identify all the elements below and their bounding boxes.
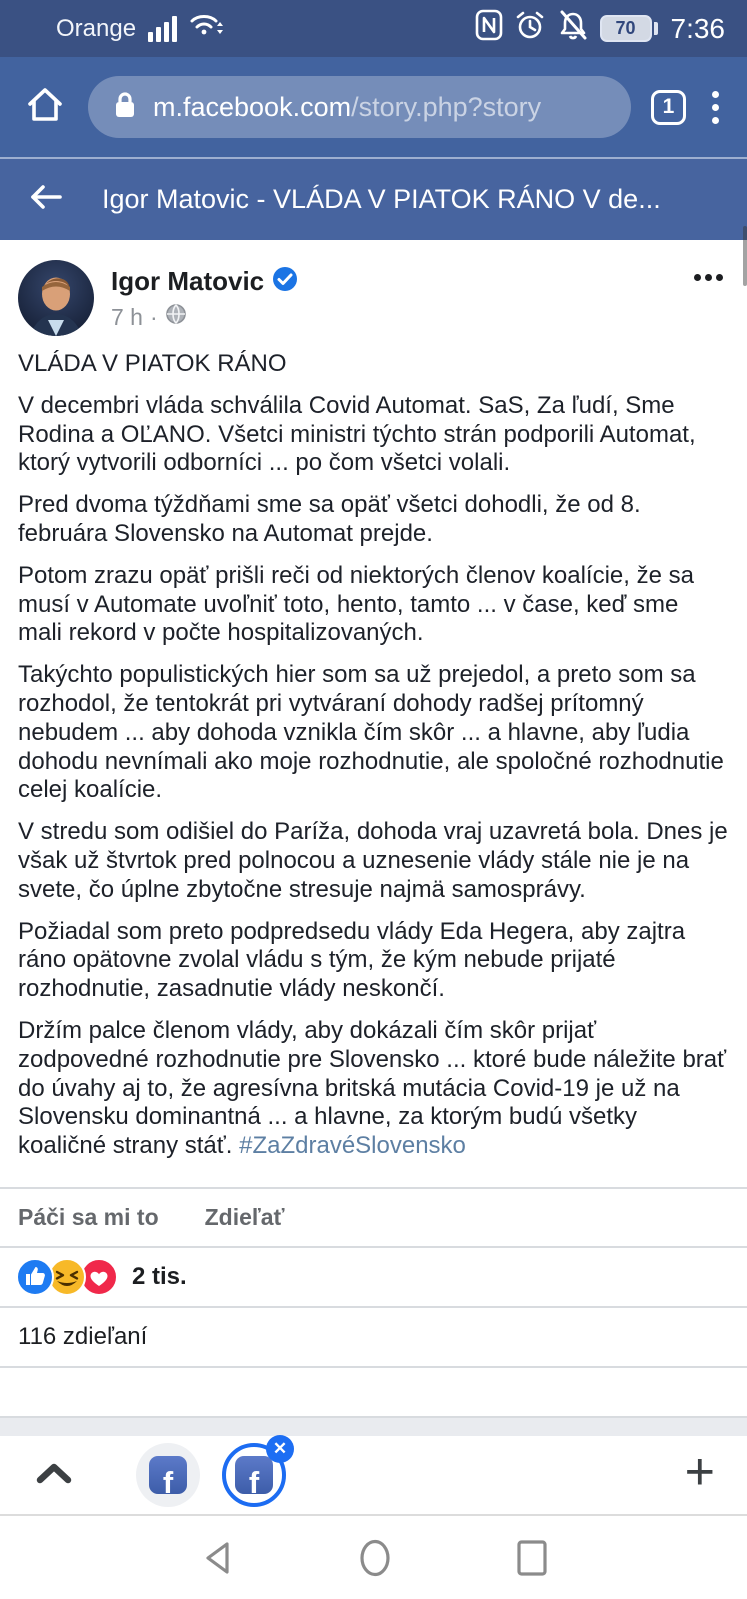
post-paragraph-text: Držím palce členom vlády, aby dokázali čím skôr prijať zodpovedné rozhodnutie pre Slovensko ... ktoré bude náležite brať do úvahy aj to, že agresívna britská mutácia Covid-19 je už na Slovensku dominantná ... a hlavne, za ktorým budú všetky koaličné strany stáť. bbox=[18, 1016, 727, 1160]
page-title: Igor Matovic - VLÁDA V PIATOK RÁNO V de... bbox=[102, 184, 661, 214]
post-paragraph: Pred dvoma týždňami sme sa opäť všetci dohodli, že od 8. februára Slovensko na Automat prejde. bbox=[18, 491, 641, 547]
tab-bubbles-bar bbox=[0, 1436, 747, 1514]
status-bar bbox=[0, 0, 747, 57]
post-paragraph: Požiadal som preto podpredsedu vlády Eda Hegera, aby zajtra ráno opätovne zvolal vládu s tým, že kým nebude prijaté rozhodnutie, zasadnutie vlády neskončí. bbox=[18, 917, 686, 1003]
divider bbox=[0, 1366, 747, 1368]
fb-page-header bbox=[0, 157, 747, 240]
facebook-tab-bubble-active[interactable] bbox=[222, 1439, 288, 1507]
status-time: 7:36 bbox=[670, 12, 725, 44]
nav-recents-button[interactable] bbox=[515, 1537, 549, 1579]
post-paragraph: VLÁDA V PIATOK RÁNO bbox=[18, 350, 287, 377]
post-body bbox=[0, 344, 747, 1161]
bottom-bars bbox=[0, 1416, 747, 1599]
post-paragraph: Potom zrazu opäť prišli reči od niektorých členov koalície, že sa musí v Automate uvoľniť toto, hento, tamto ... v čase, keď sme mali rekord v počte hospitalizovaných. bbox=[18, 561, 694, 647]
hashtag-link[interactable]: #ZaZdravéSlovensko bbox=[239, 1132, 466, 1160]
verified-badge-icon bbox=[272, 266, 298, 297]
facebook-logo-icon: f bbox=[149, 1456, 187, 1494]
back-arrow-button[interactable] bbox=[26, 181, 66, 218]
share-button[interactable]: Zdieľať bbox=[204, 1203, 285, 1230]
post-paragraph: Takýchto populistických hier som sa už prejedol, a preto som sa rozhodol, že tentokrát pri vytváraní dohody radšej prítomný nebudem ... aby dohoda vznikla čím skôr ... a hlavne, aby ľudia dohodu nevnímali ako moje rozhodnutie, ale spoločné rozhodnutie celej koalície. bbox=[18, 661, 724, 804]
post-timestamp: 7 h bbox=[111, 303, 143, 330]
shares-count[interactable]: 116 zdieľaní bbox=[18, 1322, 148, 1350]
reaction-icons bbox=[16, 1258, 118, 1296]
android-nav-bar bbox=[0, 1514, 747, 1599]
author-name[interactable]: Igor Matovic bbox=[111, 266, 265, 296]
page-end-band bbox=[0, 1416, 747, 1436]
url-bar[interactable] bbox=[88, 76, 631, 138]
post-paragraph: V decembri vláda schválila Covid Automat. SaS, Za ľudí, Sme Rodina a OĽANO. Všetci ministri týchto strán podporili Automat, ktorý vytvorili odborníci ... po čom všetci volali. bbox=[18, 391, 696, 477]
signal-strength-icon bbox=[148, 16, 177, 42]
alarm-icon bbox=[514, 9, 546, 48]
wifi-icon bbox=[189, 10, 225, 47]
like-button[interactable]: Páči sa mi to bbox=[18, 1203, 159, 1230]
avatar[interactable] bbox=[18, 260, 94, 336]
globe-privacy-icon bbox=[165, 303, 187, 331]
nfc-icon bbox=[475, 9, 503, 48]
browser-menu-button[interactable] bbox=[706, 87, 725, 128]
url-path: /story.php?story bbox=[351, 91, 542, 122]
battery-level: 70 bbox=[600, 15, 652, 42]
facebook-tab-bubble[interactable] bbox=[136, 1443, 200, 1507]
reactions-count[interactable]: 2 tis. bbox=[132, 1262, 187, 1290]
tab-count-button[interactable]: 1 bbox=[651, 90, 686, 125]
nav-back-button[interactable] bbox=[199, 1538, 235, 1578]
collapse-button[interactable] bbox=[28, 1454, 80, 1497]
mute-bell-icon bbox=[557, 9, 589, 48]
new-tab-button[interactable]: + bbox=[684, 1443, 715, 1501]
battery-icon bbox=[600, 15, 658, 42]
scrollbar[interactable] bbox=[743, 226, 747, 286]
nav-home-button[interactable] bbox=[357, 1536, 393, 1580]
browser-toolbar bbox=[0, 57, 747, 157]
post-actions bbox=[0, 1189, 747, 1246]
post-paragraph bbox=[18, 1017, 729, 1161]
facebook-logo-icon: f bbox=[235, 1456, 273, 1494]
post-paragraph: V stredu som odišiel do Paríža, dohoda vraj uzavretá bola. Dnes je však už štvrtok pred polnocou a uznesenie vlády stále nie je na svete, čo úplne zbytočne stresuje najmä samosprávy. bbox=[18, 818, 728, 903]
lock-icon bbox=[112, 90, 138, 125]
post-options-button[interactable] bbox=[694, 260, 723, 295]
post-author-row bbox=[0, 240, 747, 344]
like-reaction-icon bbox=[16, 1258, 54, 1296]
home-button[interactable] bbox=[22, 82, 68, 133]
meta-separator: · bbox=[149, 303, 158, 330]
close-tab-badge[interactable]: ✕ bbox=[266, 1435, 294, 1463]
reactions-summary[interactable] bbox=[0, 1248, 747, 1306]
carrier-label: Orange bbox=[56, 14, 137, 42]
url-host: m.facebook.com bbox=[153, 91, 352, 122]
